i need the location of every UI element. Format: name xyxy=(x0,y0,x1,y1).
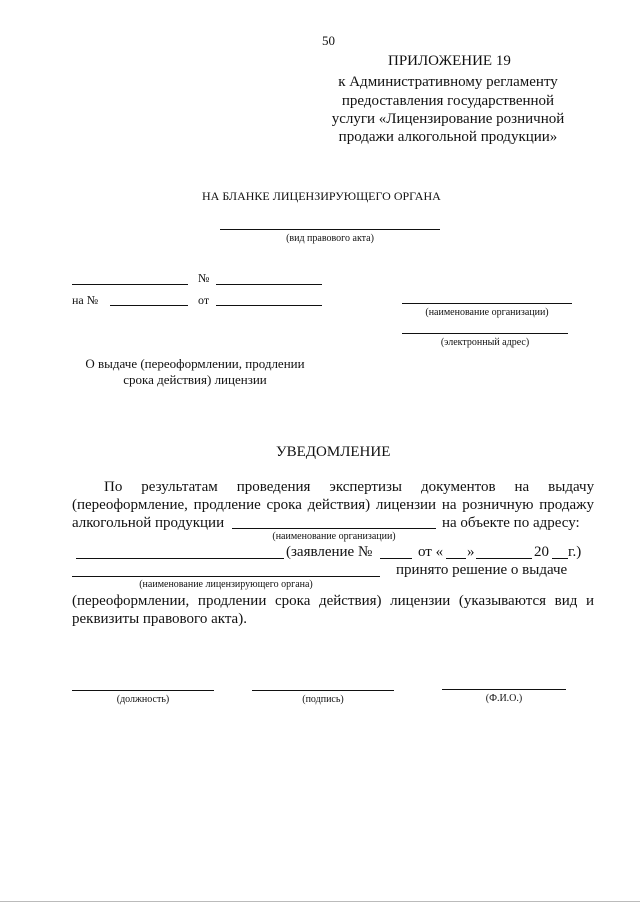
year-prefix: 20 xyxy=(534,544,549,560)
year-suffix: г.) xyxy=(568,544,582,560)
notice-line-3-start: алкогольной продукции xyxy=(72,515,225,531)
org-name-line xyxy=(232,528,436,529)
application-number-line xyxy=(380,558,412,559)
reply-to-label: на № xyxy=(72,293,99,307)
signature-caption: (подпись) xyxy=(302,694,344,705)
signature-line xyxy=(252,690,394,691)
from-quote-label: от « xyxy=(418,544,444,560)
appendix-line: к Административному регламенту xyxy=(338,74,558,90)
notice-line-7: реквизиты правового акта). xyxy=(72,611,247,627)
notice-line-3-end: на объекте по адресу: xyxy=(442,515,580,531)
number-sign: № xyxy=(198,271,210,285)
position-line xyxy=(72,690,214,691)
word: По xyxy=(104,479,123,495)
quote-close: » xyxy=(467,544,475,560)
word: проведения xyxy=(236,479,311,495)
appendix-line: продажи алкогольной продукции» xyxy=(338,129,558,145)
reply-number-line xyxy=(110,305,188,306)
appendix-line: услуги «Лицензирование розничной xyxy=(331,111,565,127)
scan-edge xyxy=(0,901,640,902)
licensing-body-line xyxy=(72,576,380,577)
notice-line-6: (переоформлении, продлении срока действия) лицензии (указываются вид и xyxy=(72,593,594,609)
day-line xyxy=(446,558,466,559)
word: на xyxy=(514,479,530,495)
word: результатам xyxy=(141,479,218,495)
recipient-email-caption: (электронный адрес) xyxy=(440,337,530,348)
word: документов xyxy=(420,479,496,495)
recipient-org-line xyxy=(402,303,572,304)
name-caption: (Ф.И.О.) xyxy=(485,693,523,704)
word: выдачу xyxy=(548,479,595,495)
subject-line: О выдаче (переоформлении, продлении xyxy=(85,356,305,371)
application-label: (заявление № xyxy=(286,544,373,560)
reply-date-line xyxy=(216,305,322,306)
recipient-org-caption: (наименование организации) xyxy=(425,307,549,318)
act-type-caption: (вид правового акта) xyxy=(286,233,374,244)
word: экспертизы xyxy=(329,479,402,495)
org-name-caption: (наименование организации) xyxy=(272,531,396,542)
from-label: от xyxy=(198,293,210,307)
recipient-email-line xyxy=(402,333,568,334)
appendix-title: ПРИЛОЖЕНИЕ 19 xyxy=(388,53,511,69)
appendix-line: предоставления государственной xyxy=(341,93,555,109)
letterhead-note: НА БЛАНКЕ ЛИЦЕНЗИРУЮЩЕГО ОРГАНА xyxy=(202,189,441,203)
outgoing-date-line xyxy=(72,284,188,285)
page-number: 50 xyxy=(322,33,335,48)
licensing-body-caption: (наименование лицензирующего органа) xyxy=(139,579,313,590)
outgoing-number-line xyxy=(216,284,322,285)
month-line xyxy=(476,558,532,559)
year-line xyxy=(552,558,568,559)
notice-line-2: (переоформление, продление срока действия) лицензии на розничную продажу xyxy=(72,497,594,513)
notice-line-1 xyxy=(104,479,594,496)
position-caption: (должность) xyxy=(116,694,170,705)
subject-line: срока действия) лицензии xyxy=(123,372,267,387)
address-line xyxy=(76,558,284,559)
act-type-line xyxy=(220,229,440,230)
notice-title: УВЕДОМЛЕНИЕ xyxy=(276,444,391,460)
notice-line-5-end: принято решение о выдаче xyxy=(396,562,568,578)
name-line xyxy=(442,689,566,690)
